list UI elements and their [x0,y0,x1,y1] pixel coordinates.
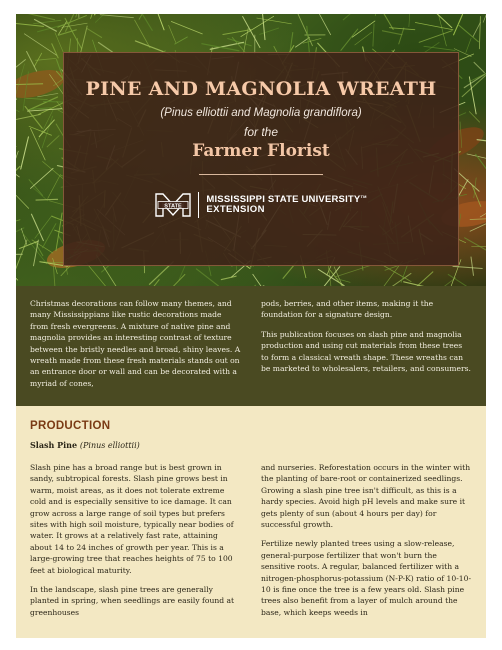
pine-needle [26,98,48,99]
pine-needle [409,14,410,27]
pine-needle [221,276,236,279]
pine-needle [16,99,19,112]
pine-needle [16,220,20,230]
body-paragraph: Slash pine has a broad range but is best grown in sandy, subtropical forests. Slash pine grows best in warm, moist areas, as it does not tolerate extreme cold and is especially sensitive to ice damage. It can grow across a large range of soil types but prefers sites with high soil moisture, typically near bodies of water. It grows at a relatively fast rate, attaining about 14 to 24 inches of growth per year. This is a large-growing tree that reaches heights of 75 to 100 feet at biological maturity. [30,463,234,575]
pine-needle [352,21,375,37]
pine-needle [465,238,486,254]
pine-needle [399,28,404,44]
pine-needle [298,14,312,45]
pine-needle [483,14,486,22]
title-divider [199,174,323,175]
production-column-left [30,462,241,626]
pine-needle [303,38,321,43]
body-paragraph: and nurseries. Reforestation occurs in the winter with the planting of bare-root or containerized seedlings. Growing a slash pine tree isn't difficult, as this is a hardy species. Avoid high pH levels and make sure it gets plenty of sun (about 4 hours per day) for successful growth. [261,463,471,530]
pine-needle [466,38,471,52]
pine-needle [336,265,371,276]
pine-needle [43,224,56,248]
pine-needle [440,278,455,286]
pine-needle [241,16,274,36]
pine-needle [171,21,202,33]
production-columns [30,462,472,626]
pine-needle [16,166,20,192]
body-paragraph: Fertilize newly planted trees using a slow-release, general-purpose fertilizer that won't burn the sensitive roots. A regular, balanced fertilizer with a nitrogen-phosphorus-potassium (N-P-K) ratio of 10-10-10 is fine once the tree is a few years old. Slash pine trees also benefit from a layer of mulch around the base, which keeps weeds in [261,539,472,617]
pine-needle [169,25,176,42]
pine-needle [341,29,358,50]
pine-needle [479,16,480,48]
intro-paragraph: This publication focuses on slash pine and magnolia production and using cut materials from these trees to form a classical wreath shape. These wreaths can be marketed to wholesalers, retailers, and consumers. [261,329,471,374]
pine-needle [419,31,452,43]
pine-needle [439,15,447,46]
body-paragraph: In the landscape, slash pine trees are generally planted in spring, when seedlings are easily found at greenhouses [30,585,235,617]
section-heading: PRODUCTION [30,420,111,432]
pine-needle [16,228,24,242]
pine-needle [257,18,292,24]
scientific-names: (Pinus elliottii and Magnolia grandiflora) [160,107,362,119]
pine-needle [469,112,479,122]
subsection-heading: Slash Pine (Pinus elliottii) [30,440,140,450]
pine-needle [223,30,251,35]
pine-needle [312,14,331,35]
pine-needle [47,136,59,147]
pine-needle [196,269,218,286]
pine-needle [21,228,26,244]
production-column-right [261,462,472,626]
pine-needle [343,14,354,20]
pine-needle [95,14,117,15]
document-title: PINE AND MAGNOLIA WREATH [85,78,437,100]
pine-needle [373,24,374,46]
intro-paragraph: Christmas decorations can follow many themes, and many Mississippians like rustic decorations made from fresh evergreens. A mixture of native pine and magnolia provides an interesting contrast of texture between the bristly needles and broad, shiny leaves. A wreath made from these fresh materials stands out on an entrance door or wall and can be decorated with a myriad of cones, [30,299,241,388]
logo-divider [198,192,199,218]
pine-needle [87,28,102,37]
pine-needle [375,14,384,16]
pine-needle [20,241,38,248]
logo-extension: EXTENSION [206,204,265,216]
title-box [63,52,459,266]
pine-needle [404,272,433,286]
pine-needle [262,14,265,40]
intro-section [16,286,486,406]
pine-needle [355,32,372,45]
pine-needle [162,274,184,286]
pine-needle [260,28,279,34]
intro-paragraph: pods, berries, and other items, making it the foundation for a signature design. [261,299,434,320]
pine-needle [16,23,43,26]
pine-needle [36,199,57,200]
pine-needle [175,37,187,44]
msu-m-logo-icon [155,191,191,219]
pine-needle [33,188,48,201]
pine-needle [21,137,29,169]
logo-mark-text: STATE [164,203,183,210]
pine-needle [383,31,402,35]
pine-needle [16,240,27,272]
cover-photo [16,14,486,286]
logo-text [206,195,366,215]
pine-needle [27,51,37,71]
pine-needle [16,184,29,208]
pine-needle [20,14,55,20]
pine-needle [31,214,43,240]
msu-extension-logo [64,191,458,219]
pine-needle [139,14,155,19]
for-text: for the [243,125,279,139]
pine-needle [78,14,79,17]
pine-needle [384,14,393,29]
pine-needle [473,23,480,37]
logo-tm: TM [360,193,367,199]
pine-needle [474,62,484,72]
pine-needle [99,42,113,51]
subsection-scientific-name: (Pinus elliottii) [79,441,140,450]
pine-needle [100,15,133,18]
pine-needle [48,174,61,198]
pine-needle [471,257,473,275]
pine-needle [59,22,67,35]
intro-column-right [261,298,472,406]
pine-needle [30,168,53,188]
production-section [16,406,486,638]
intro-column-left [30,298,241,406]
pine-needle [453,266,482,268]
pine-needle [253,274,265,286]
logo-university: MISSISSIPPI STATE UNIVERSITY™ [206,193,367,206]
pine-needle [157,14,164,30]
pine-needle [55,33,64,53]
pine-needle [16,84,43,85]
audience-title: Farmer Florist [192,141,330,161]
pine-needle [143,14,153,30]
pine-needle [52,44,58,58]
